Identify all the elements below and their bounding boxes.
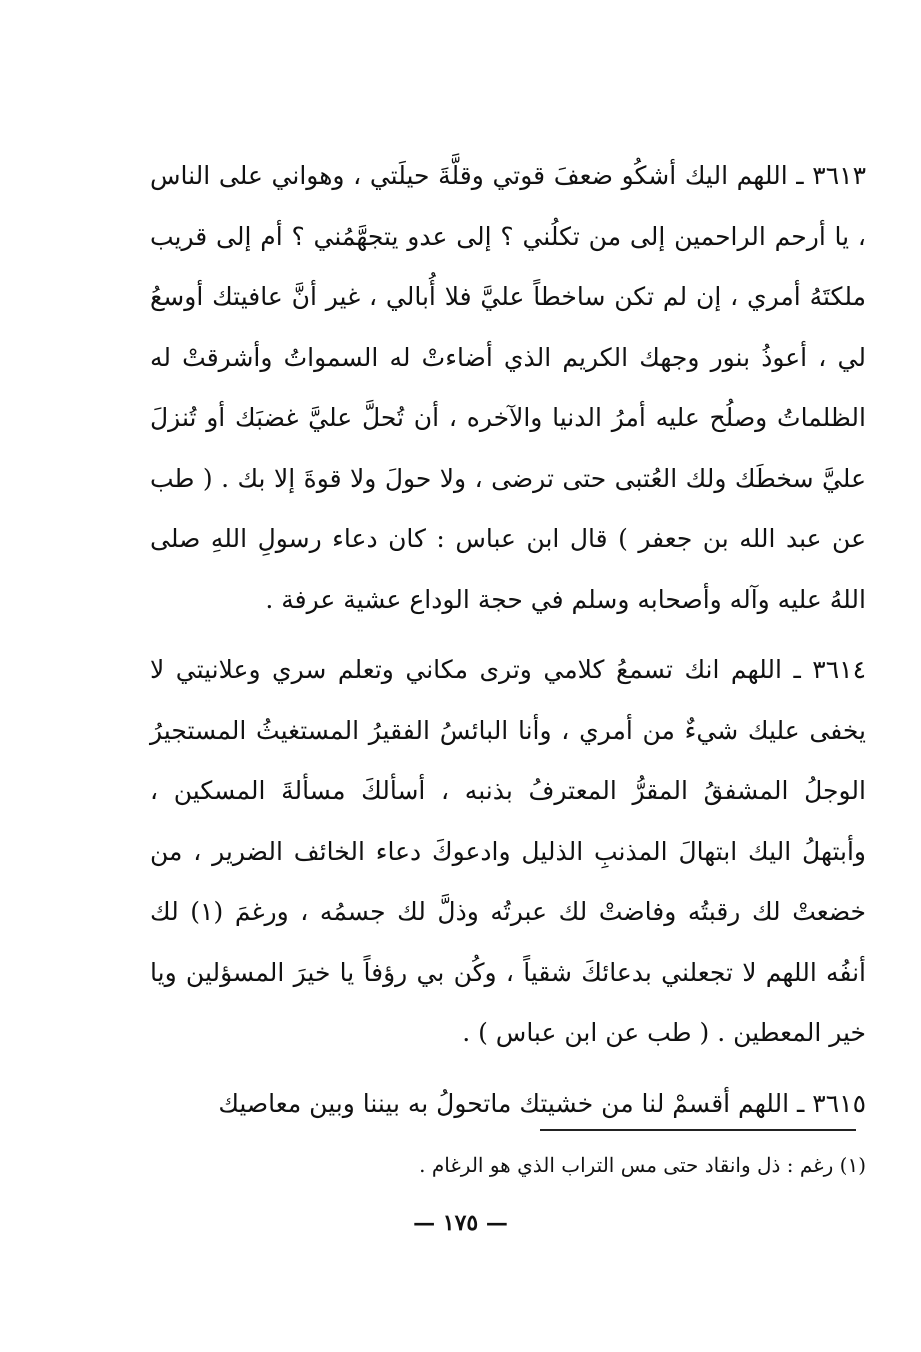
hadith-3615: ٣٦١٥ ـ اللهم أقسمْ لنا من خشيتك ماتحولُ به بيننا وبين معاصيك [218,1088,866,1118]
footnote: (١) رغم : ذل وانقاد حتى مس التراب الذي هو الرغام . [419,1153,866,1177]
main-text [150,146,866,1134]
hadith-3614: ٣٦١٤ ـ اللهم انك تسمعُ كلامي وترى مكاني وتعلم سري وعلانيتي لا يخفى عليك شيءٌ من أمري ، وأنا البائسُ الفقيرُ المستغيثُ المستجيرُ الوجلُ المشفقُ المقرُّ المعترفُ بذنبه ، أسألكَ مسألةَ المسكين ، وأبتهلُ اليك ابتهالَ المذنبِ الذليل وادعوكَ دعاء الخائف الضرير ، من خضعتْ لك رقبتُه وفاضتْ لك عبرتُه وذلَّ لك جسمُه ، ورغمَ (١) لك أنفُه اللهم لا تجعلني بدعائكَ شقياً ، وكُن بي رؤفاً يا خيرَ المسؤلين ويا خير المعطين . ( طب عن ابن عباس ) . [150,655,866,1047]
page-number: — ١٧٥ — [413,1210,508,1236]
footnote-divider [540,1129,856,1131]
hadith-3613: ٣٦١٣ ـ اللهم اليك أشكُو ضعفَ قوتي وقلَّةَ حيلَتي ، وهواني على الناس ، يا أرحم الراحمين إلى من تكلُني ؟ إلى عدو يتجهَّمُني ؟ أم إلى قريب ملكتَهُ أمري ، إن لم تكن ساخطاً عليَّ فلا أُبالي ، غير أنَّ عافيتك أوسعُ لي ، أعوذُ بنور وجهك الكريم الذي أضاءتْ له السمواتُ وأشرقتْ له الظلماتُ وصلُح عليه أمرُ الدنيا والآخره ، أن تُحلَّ عليَّ غضبَك أو تُنزلَ عليَّ سخطَك ولك العُتبى حتى ترضى ، ولا حولَ ولا قوةَ إلا بك . ( طب عن عبد الله بن جعفر ) قال ابن عباس : كان دعاء رسولِ اللهِ صلى اللهُ عليه وآله وأصحابه وسلم في حجة الوداع عشية عرفة . [150,161,866,614]
